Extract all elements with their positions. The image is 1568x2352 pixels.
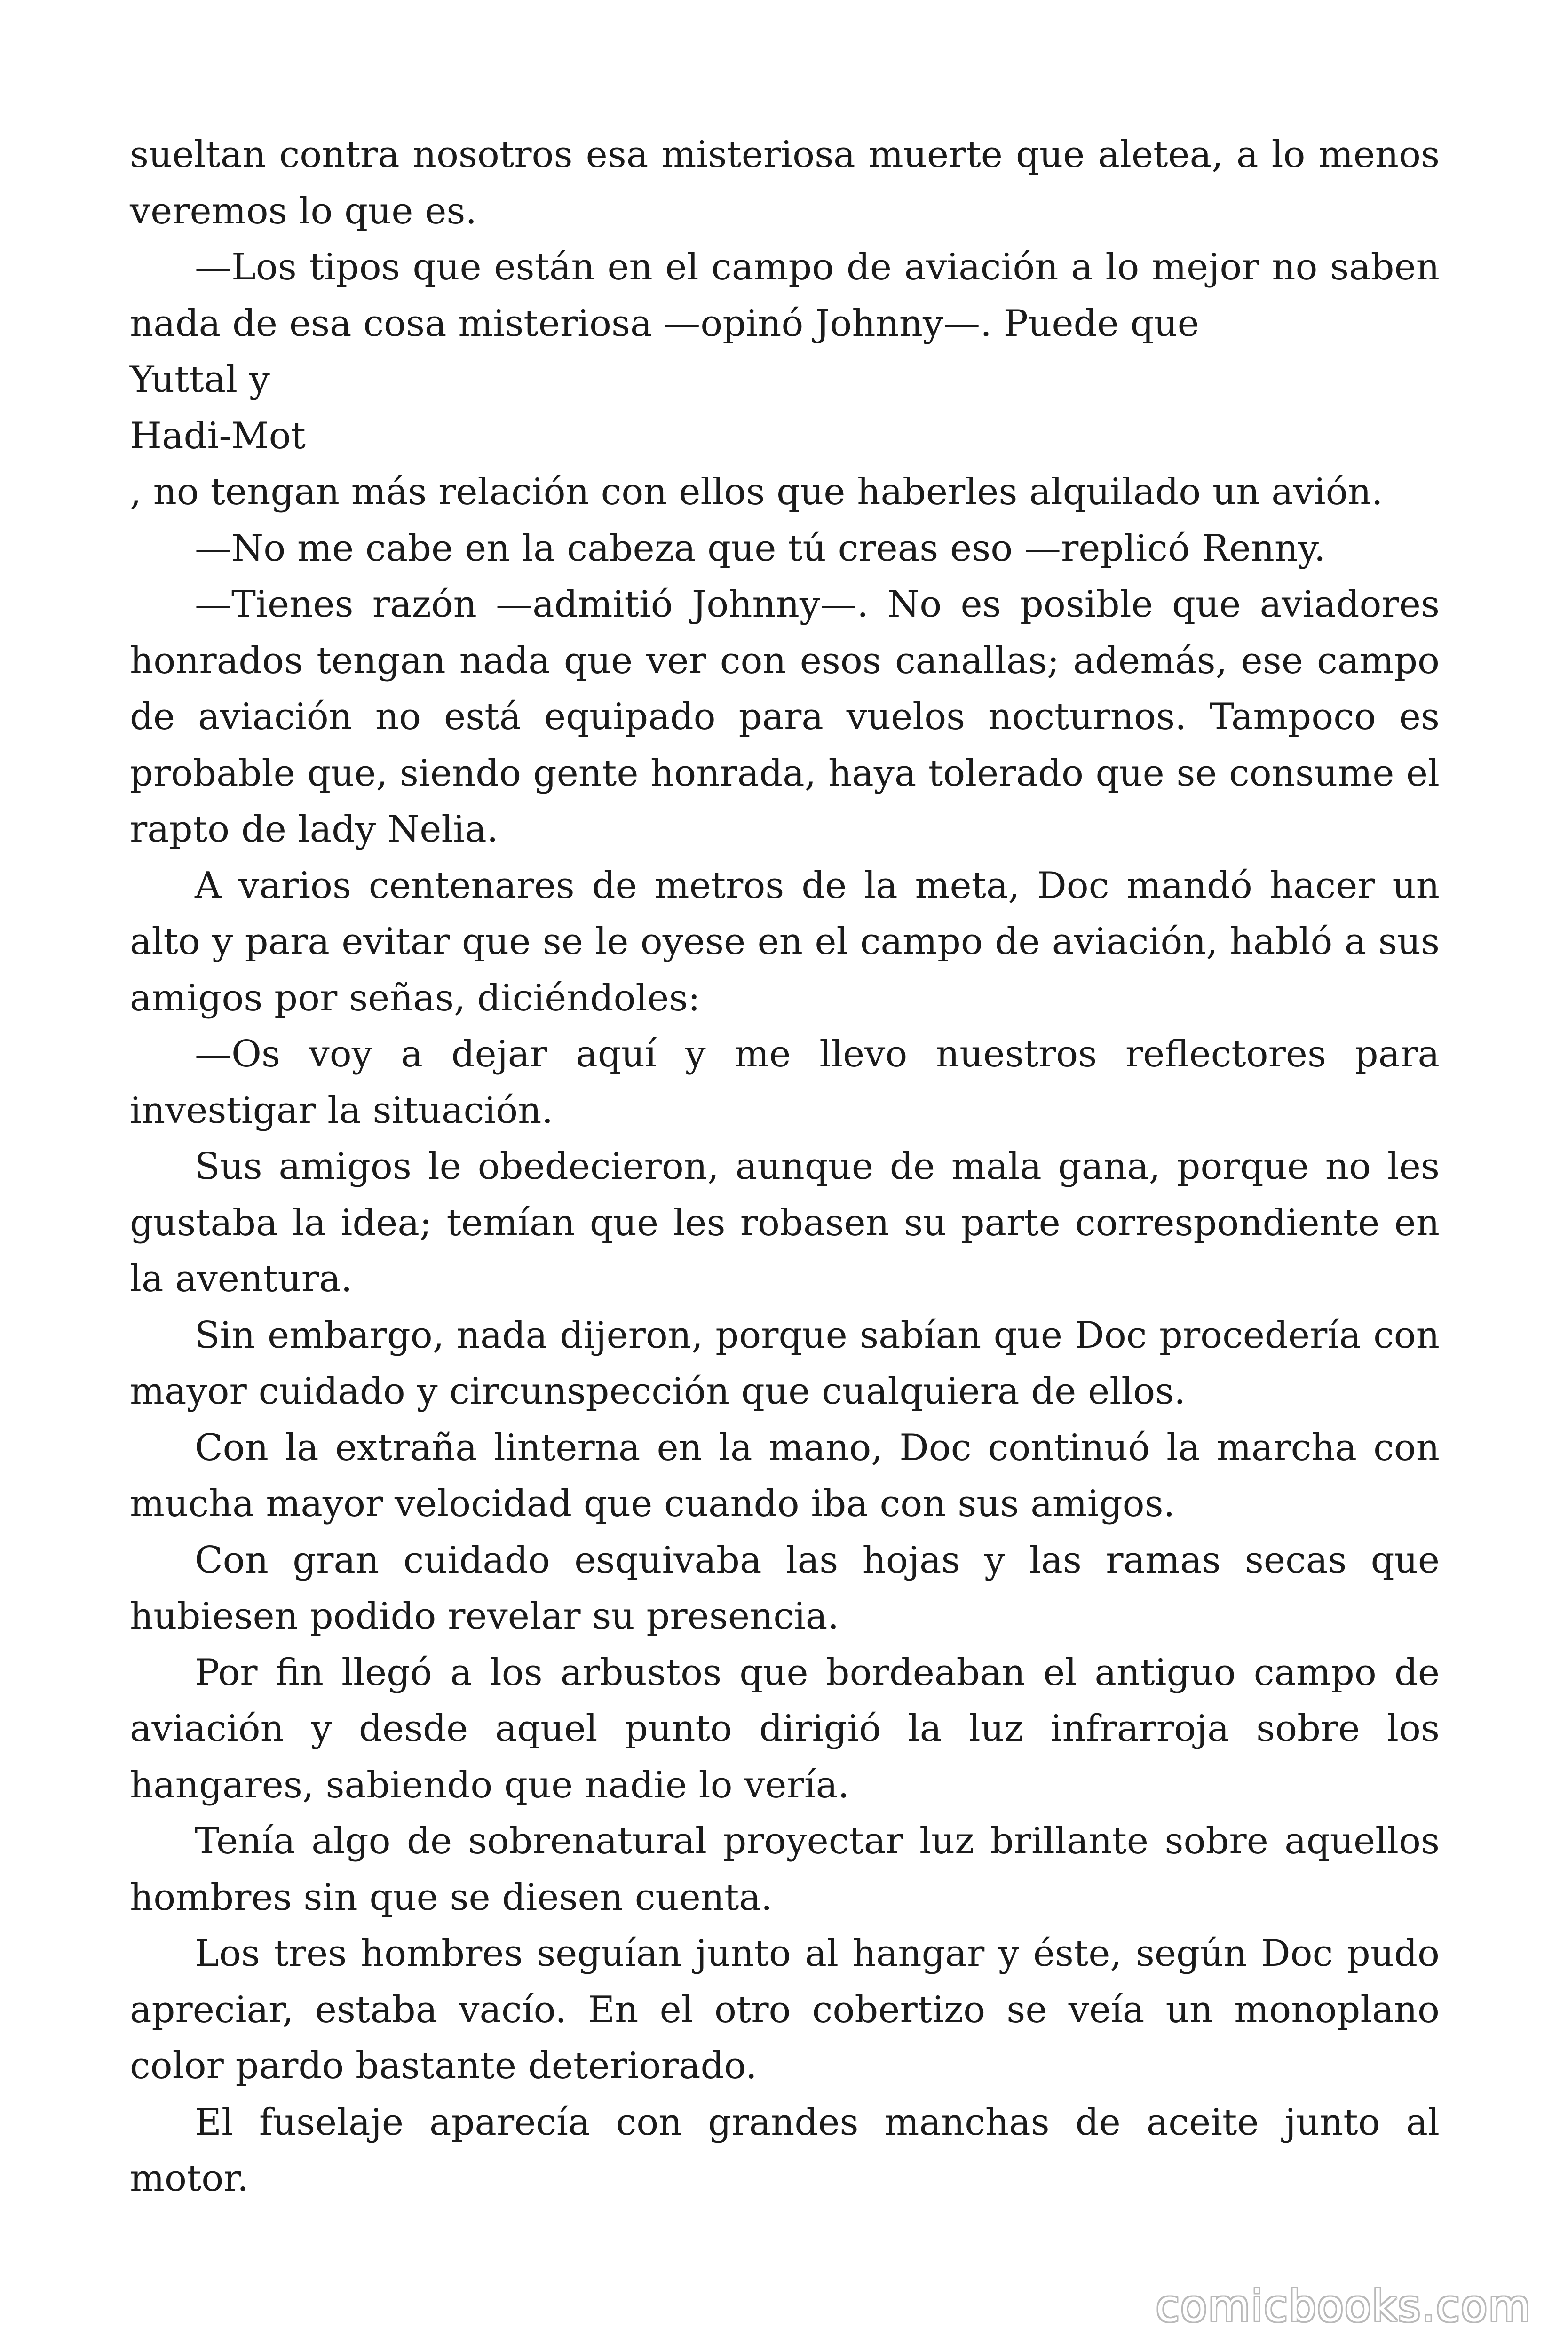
paragraph: —Los tipos que están en el campo de aviación a lo mejor no saben nada de esa cosa misteriosa —opinó Johnny—. Puede que: [130, 246, 1440, 345]
paragraph: Sus amigos le obedecieron, aunque de mala gana, porque no les gustaba la idea; temían que les robasen su parte correspondiente en la aventura.: [130, 1145, 1440, 1300]
paragraph: Por fin llegó a los arbustos que bordeaban el antiguo campo de aviación y desde aquel punto dirigió la luz infrarroja sobre los hangares, sabiendo que nadie lo vería.: [130, 1651, 1440, 1806]
paragraph: sueltan contra nosotros esa misteriosa muerte que aletea, a lo menos veremos lo que es.: [130, 134, 1440, 232]
paragraph: Los tres hombres seguían junto al hangar y éste, según Doc pudo apreciar, estaba vacío. En el otro cobertizo se veía un monoplano color pardo bastante deteriorado.: [130, 1932, 1440, 2087]
paragraph: , no tengan más relación con ellos que haberles alquilado un avión.: [130, 471, 1383, 513]
paragraph: Sin embargo, nada dijeron, porque sabían que Doc procedería con mayor cuidado y circunspección que cualquiera de ellos.: [130, 1314, 1440, 1413]
paragraph: Yuttal y: [130, 358, 270, 401]
watermark: comicbooks.com: [1156, 2281, 1531, 2331]
paragraph: —Os voy a dejar aquí y me llevo nuestros reflectores para investigar la situación.: [130, 1033, 1440, 1132]
paragraph: Tenía algo de sobrenatural proyectar luz brillante sobre aquellos hombres sin que se diesen cuenta.: [130, 1820, 1440, 1919]
paragraph: Hadi-Mot: [130, 414, 306, 457]
paragraph: Con gran cuidado esquivaba las hojas y las ramas secas que hubiesen podido revelar su presencia.: [130, 1539, 1440, 1637]
paragraph: —No me cabe en la cabeza que tú creas eso —replicó Renny.: [195, 527, 1326, 570]
paragraph: El fuselaje aparecía con grandes manchas de aceite junto al motor.: [130, 2101, 1440, 2200]
body-text: [130, 127, 1440, 2207]
paragraph: A varios centenares de metros de la meta, Doc mandó hacer un alto y para evitar que se le oyese en el campo de aviación, habló a sus amigos por señas, diciéndoles:: [130, 864, 1440, 1019]
paragraph: —Tienes razón —admitió Johnny—. No es posible que aviadores honrados tengan nada que ver con esos canallas; además, ese campo de aviación no está equipado para vuelos nocturnos. Tampoco es probable que, siendo gente honrada, haya tolerado que se consume el rapto de lady Nelia.: [130, 583, 1440, 850]
paragraph: Con la extraña linterna en la mano, Doc continuó la marcha con mucha mayor velocidad que cuando iba con sus amigos.: [130, 1426, 1440, 1525]
